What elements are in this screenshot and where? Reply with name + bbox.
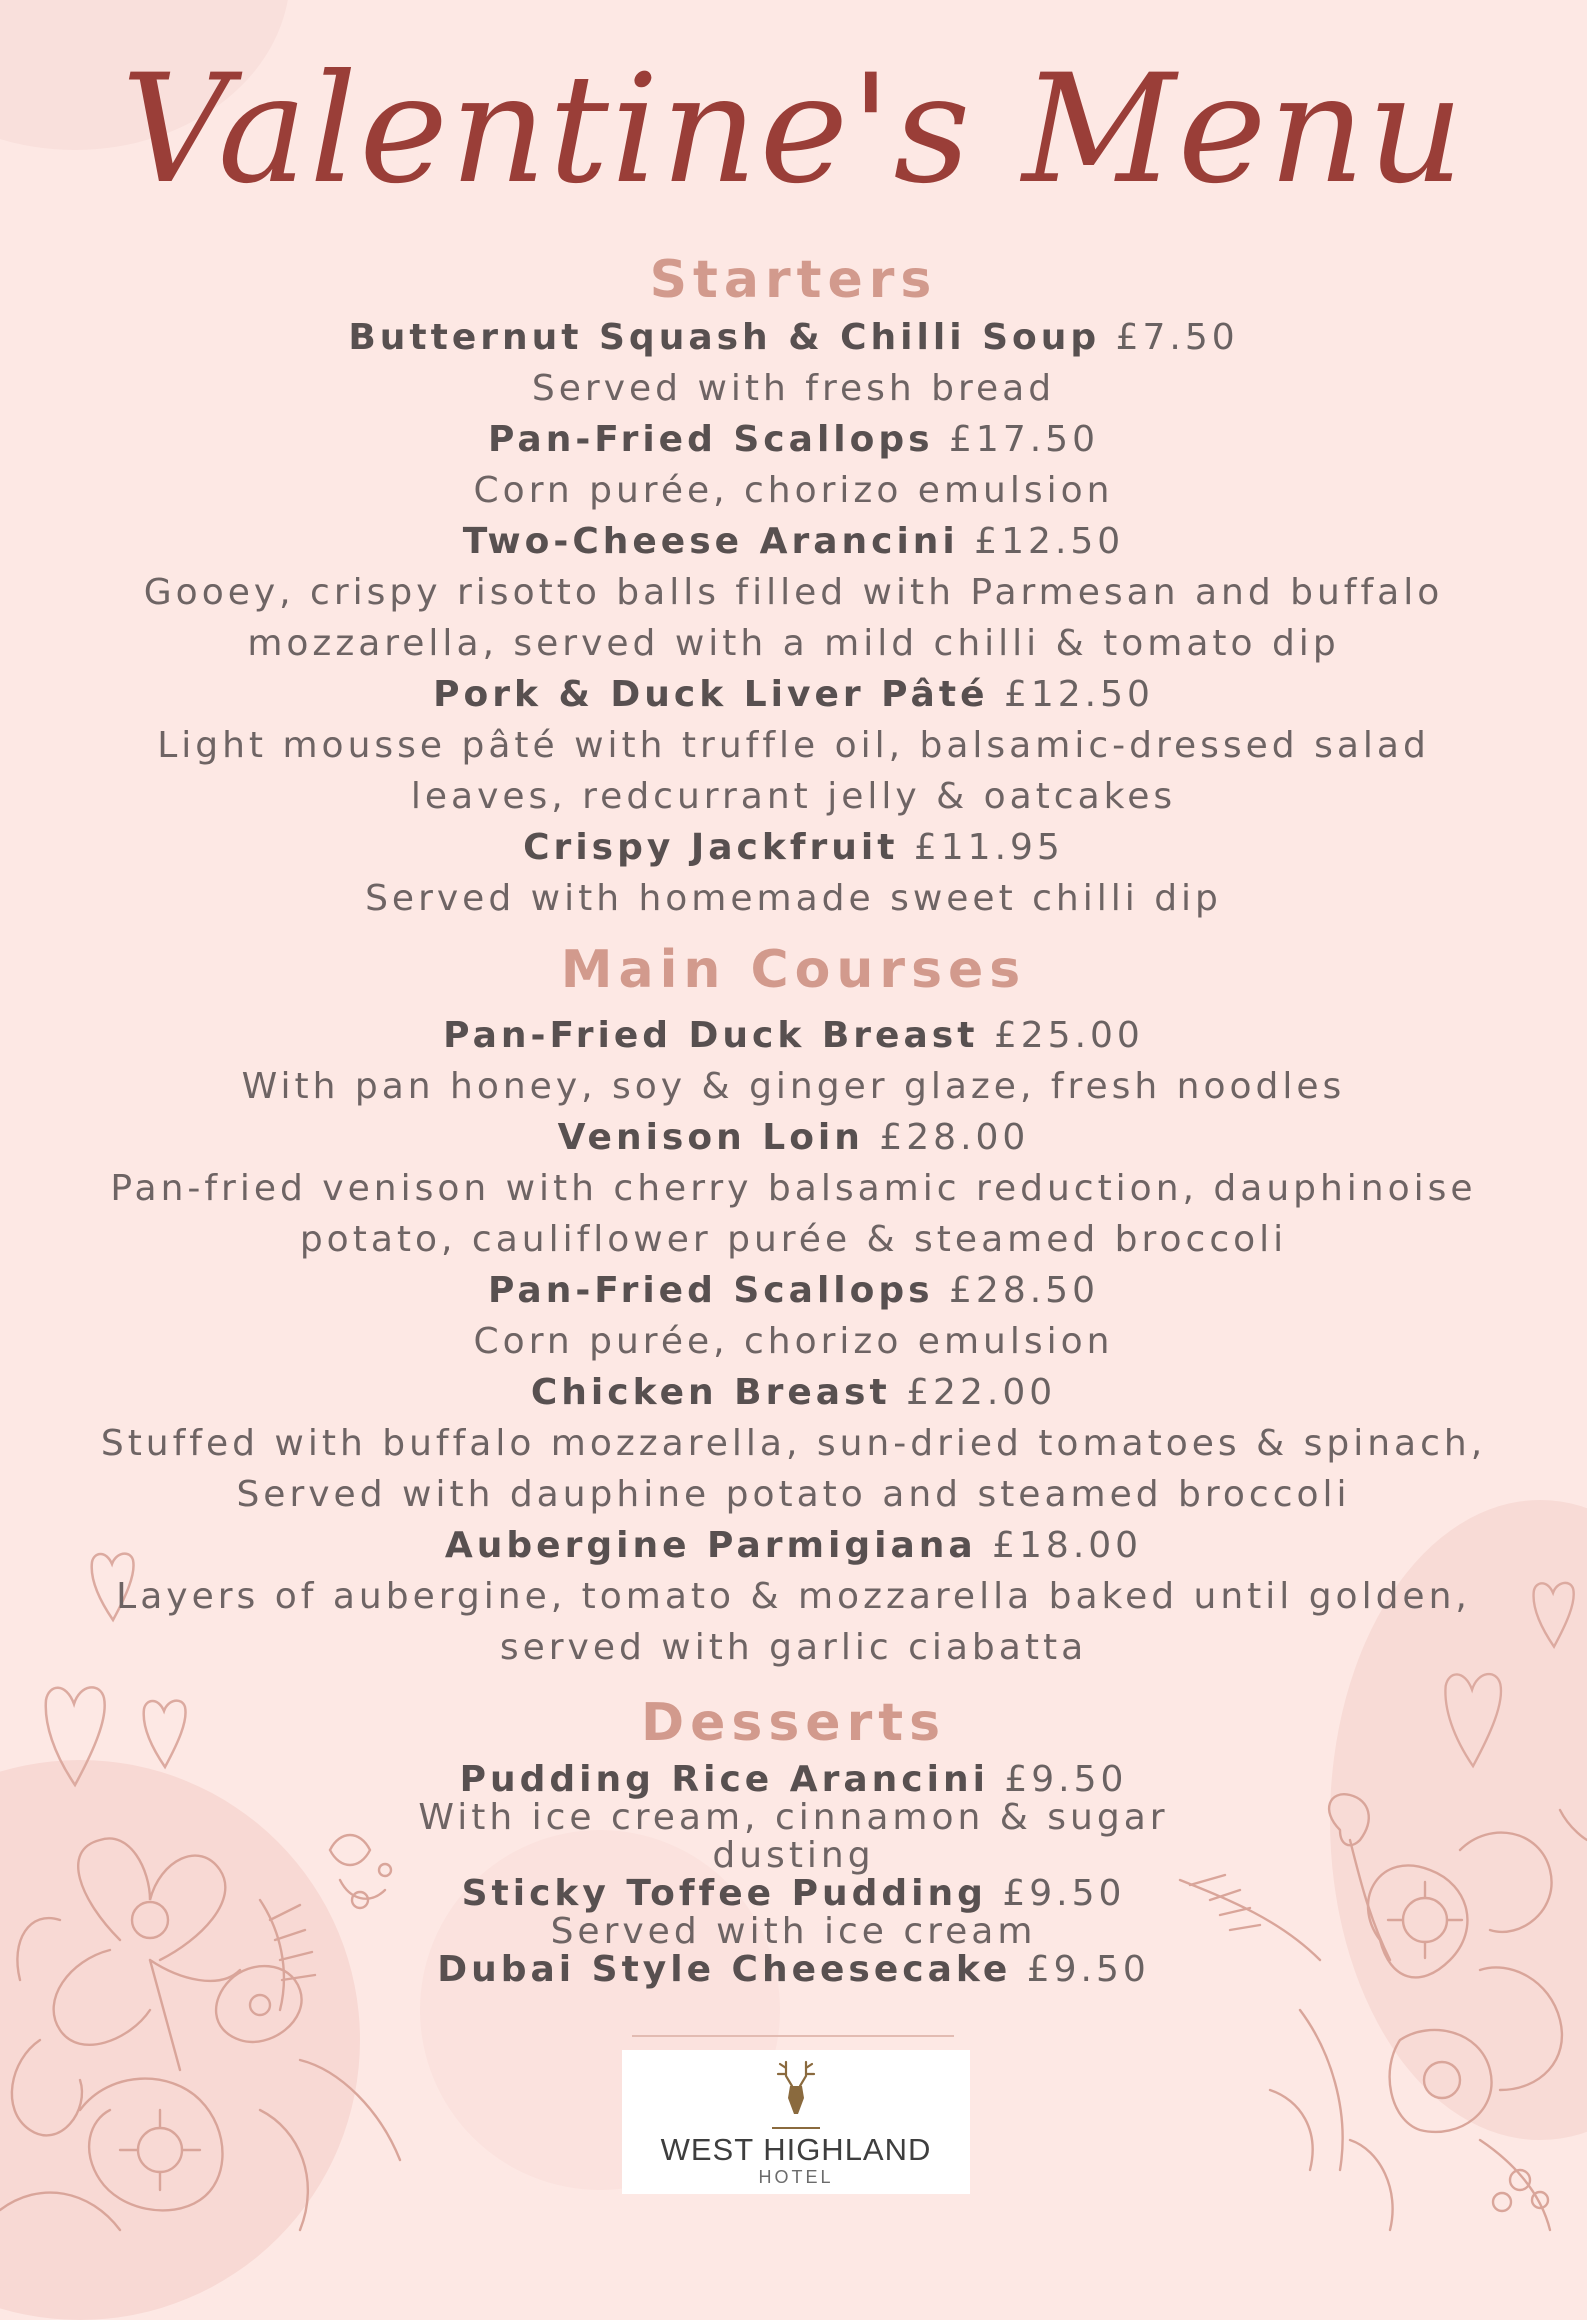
item-description: Corn purée, chorizo emulsion — [473, 470, 1114, 511]
item-price: £22.00 — [906, 1372, 1057, 1413]
item-price: £18.00 — [992, 1525, 1143, 1566]
item-name: Chicken Breast — [530, 1372, 891, 1413]
page-title: Valentine's Menu — [121, 43, 1466, 217]
menu-item-title — [0, 1520, 1587, 1571]
item-price: £12.50 — [1003, 674, 1154, 715]
item-description: Stuffed with buffalo mozzarella, sun-dried tomatoes & spinach, — [100, 1423, 1487, 1464]
menu-item-title — [0, 669, 1587, 720]
item-price: £9.50 — [1002, 1873, 1126, 1914]
section-heading: Main Courses — [560, 940, 1027, 1000]
item-description: Pan-fried venison with cherry balsamic reduction, dauphinoise — [110, 1168, 1477, 1209]
item-description: Served with homemade sweet chilli dip — [365, 878, 1222, 919]
item-price: £28.00 — [879, 1117, 1030, 1158]
menu-item-title — [0, 312, 1587, 363]
section-main-courses — [0, 938, 1587, 1673]
section-starters — [0, 248, 1587, 924]
item-price: £12.50 — [974, 521, 1125, 562]
item-description: Gooey, crispy risotto balls filled with Parmesan and buffalo — [143, 572, 1444, 613]
divider — [632, 2035, 954, 2037]
item-description: dusting — [712, 1835, 875, 1876]
item-name: Dubai Style Cheesecake — [437, 1949, 1012, 1990]
item-name: Pork & Duck Liver Pâté — [433, 674, 989, 715]
section-heading: Starters — [649, 250, 938, 310]
item-name: Crispy Jackfruit — [523, 827, 899, 868]
item-name: Venison Loin — [557, 1117, 864, 1158]
item-name: Pan-Fried Scallops — [488, 1270, 934, 1311]
item-description: With ice cream, cinnamon & sugar — [418, 1797, 1169, 1838]
item-name: Aubergine Parmigiana — [444, 1525, 977, 1566]
item-description: Served with ice cream — [550, 1911, 1037, 1952]
item-description: With pan honey, soy & ginger glaze, fresh noodles — [241, 1066, 1346, 1107]
item-description: Layers of aubergine, tomato & mozzarella baked until golden, — [116, 1576, 1471, 1617]
item-description: Light mousse pâté with truffle oil, balsamic-dressed salad — [157, 725, 1430, 766]
item-description: leaves, redcurrant jelly & oatcakes — [410, 776, 1177, 817]
section-heading: Desserts — [640, 1693, 947, 1753]
menu-item-title — [0, 822, 1587, 873]
item-price: £9.50 — [1026, 1949, 1150, 1990]
logo-name: WEST HIGHLAND — [660, 2132, 932, 2167]
item-price: £28.50 — [949, 1270, 1099, 1311]
item-name: Pan-Fried Duck Breast — [443, 1015, 979, 1056]
item-description: served with garlic ciabatta — [499, 1627, 1088, 1668]
item-price: £11.95 — [913, 827, 1064, 868]
menu-item-title — [0, 1367, 1587, 1418]
menu-item-title — [0, 1761, 1587, 1799]
menu-item-title — [0, 1875, 1587, 1913]
item-description: mozzarella, served with a mild chilli & tomato dip — [247, 623, 1340, 664]
item-name: Butternut Squash & Chilli Soup — [348, 317, 1101, 358]
menu-item-title — [0, 1951, 1587, 1989]
menu-item-title — [0, 1112, 1587, 1163]
item-name: Pan-Fried Scallops — [488, 419, 934, 460]
item-description: Served with dauphine potato and steamed broccoli — [236, 1474, 1351, 1515]
section-desserts — [0, 1687, 1587, 1989]
logo-subtitle: HOTEL — [758, 2167, 834, 2187]
menu — [0, 248, 1587, 1989]
menu-item-title — [0, 1010, 1587, 1061]
item-description: Corn purée, chorizo emulsion — [473, 1321, 1114, 1362]
menu-item-title — [0, 414, 1587, 465]
menu-item-title — [0, 1265, 1587, 1316]
item-price: £9.50 — [1004, 1759, 1128, 1800]
item-price: £25.00 — [993, 1015, 1144, 1056]
item-name: Two-Cheese Arancini — [462, 521, 959, 562]
item-description: Served with fresh bread — [531, 368, 1056, 409]
stag-head-icon — [772, 2058, 820, 2130]
menu-item-title — [0, 516, 1587, 567]
item-name: Pudding Rice Arancini — [459, 1759, 989, 1800]
item-price: £17.50 — [949, 419, 1099, 460]
hotel-logo — [622, 2050, 970, 2194]
item-description: potato, cauliflower purée & steamed broccoli — [299, 1219, 1288, 1260]
item-name: Sticky Toffee Pudding — [461, 1873, 987, 1914]
item-price: £7.50 — [1115, 317, 1239, 358]
